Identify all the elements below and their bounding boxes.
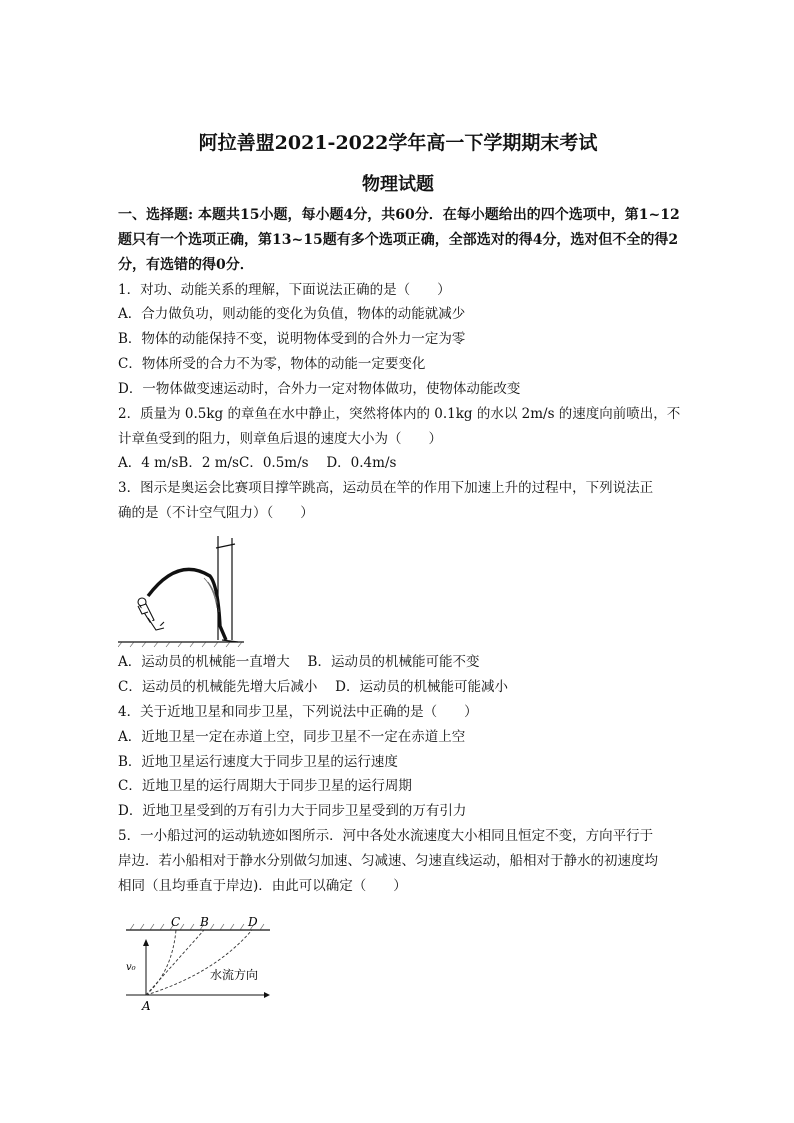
athlete-figure <box>138 598 164 630</box>
exam-subtitle: 物理试题 <box>362 174 434 195</box>
q4-option-a: A．近地卫星一定在赤道上空，同步卫星不一定在赤道上空 <box>118 729 466 745</box>
pole-vault-figure <box>118 526 258 650</box>
section-instructions-line2: 题只有一个选项正确，第13~15题有多个选项正确，全部选对的得4分，选对但不全的得2 <box>118 232 679 248</box>
q3-stem-line2: 确的是（不计空气阻力）（ ） <box>118 505 314 521</box>
label-d: D <box>248 915 258 929</box>
q5-stem-line2: 岸边．若小船相对于静水分别做匀加速、匀减速、匀速直线运动，船相对于静水的初速度均 <box>118 853 658 869</box>
section-instructions-line3: 分，有选错的得0分． <box>118 257 254 273</box>
q2-options: A．4 m/sB．2 m/sC．0.5m/s D．0.4m/s <box>118 455 397 471</box>
exam-title: 阿拉善盟2021-2022学年高一下学期期末考试 <box>198 132 598 154</box>
q3-options-line2: C．运动员的机械能先增大后减小 D．运动员的机械能可能减小 <box>118 679 508 695</box>
q4-option-d: D．近地卫星受到的万有引力大于同步卫星受到的万有引力 <box>118 803 467 819</box>
q5-stem-line3: 相同（且均垂直于岸边)．由此可以确定（ ） <box>118 878 407 894</box>
q1-stem: 1．对功、动能关系的理解，下面说法正确的是（ ） <box>118 282 451 298</box>
q1-option-d: D．一物体做变速运动时，合外力一定对物体做功，使物体动能改变 <box>118 381 521 397</box>
q2-stem-line1: 2．质量为 0.5kg 的章鱼在水中静止，突然将体内的 0.1kg 的水以 2m/s 的速度向前喷出，不 <box>118 406 681 422</box>
q3-stem-line1: 3．图示是奥运会比赛项目撑竿跳高，运动员在竿的作用下加速上升的过程中，下列说法正 <box>118 480 654 496</box>
q4-option-b: B．近地卫星运行速度大于同步卫星的运行速度 <box>118 754 398 770</box>
q1-option-b: B．物体的动能保持不变，说明物体受到的合外力一定为零 <box>118 331 466 347</box>
q5-stem-line1: 5．一小船过河的运动轨迹如图所示．河中各处水流速度大小相同且恒定不变，方向平行于 <box>118 828 654 844</box>
section-instructions-line1: 一、选择题: 本题共15小题，每小题4分，共60分．在每小题给出的四个选项中，第1~12 <box>118 207 680 223</box>
q3-options-line1: A．运动员的机械能一直增大 B．运动员的机械能可能不变 <box>118 654 480 670</box>
label-v0: v₀ <box>126 962 136 973</box>
q4-option-c: C．近地卫星的运行周期大于同步卫星的运行周期 <box>118 778 412 794</box>
q4-stem: 4．关于近地卫星和同步卫星，下列说法中正确的是（ ） <box>118 704 478 720</box>
label-c: C <box>171 915 181 929</box>
label-water-flow: 水流方向 <box>210 968 259 982</box>
q1-option-a: A．合力做负功，则动能的变化为负值，物体的动能就减少 <box>118 306 466 322</box>
river-crossing-figure <box>124 912 284 1014</box>
q1-option-c: C．物体所受的合力不为零，物体的动能一定要变化 <box>118 356 426 372</box>
label-a: A <box>142 999 151 1013</box>
q2-stem-line2: 计章鱼受到的阻力，则章鱼后退的速度大小为（ ） <box>118 431 442 447</box>
label-b: B <box>200 915 209 929</box>
